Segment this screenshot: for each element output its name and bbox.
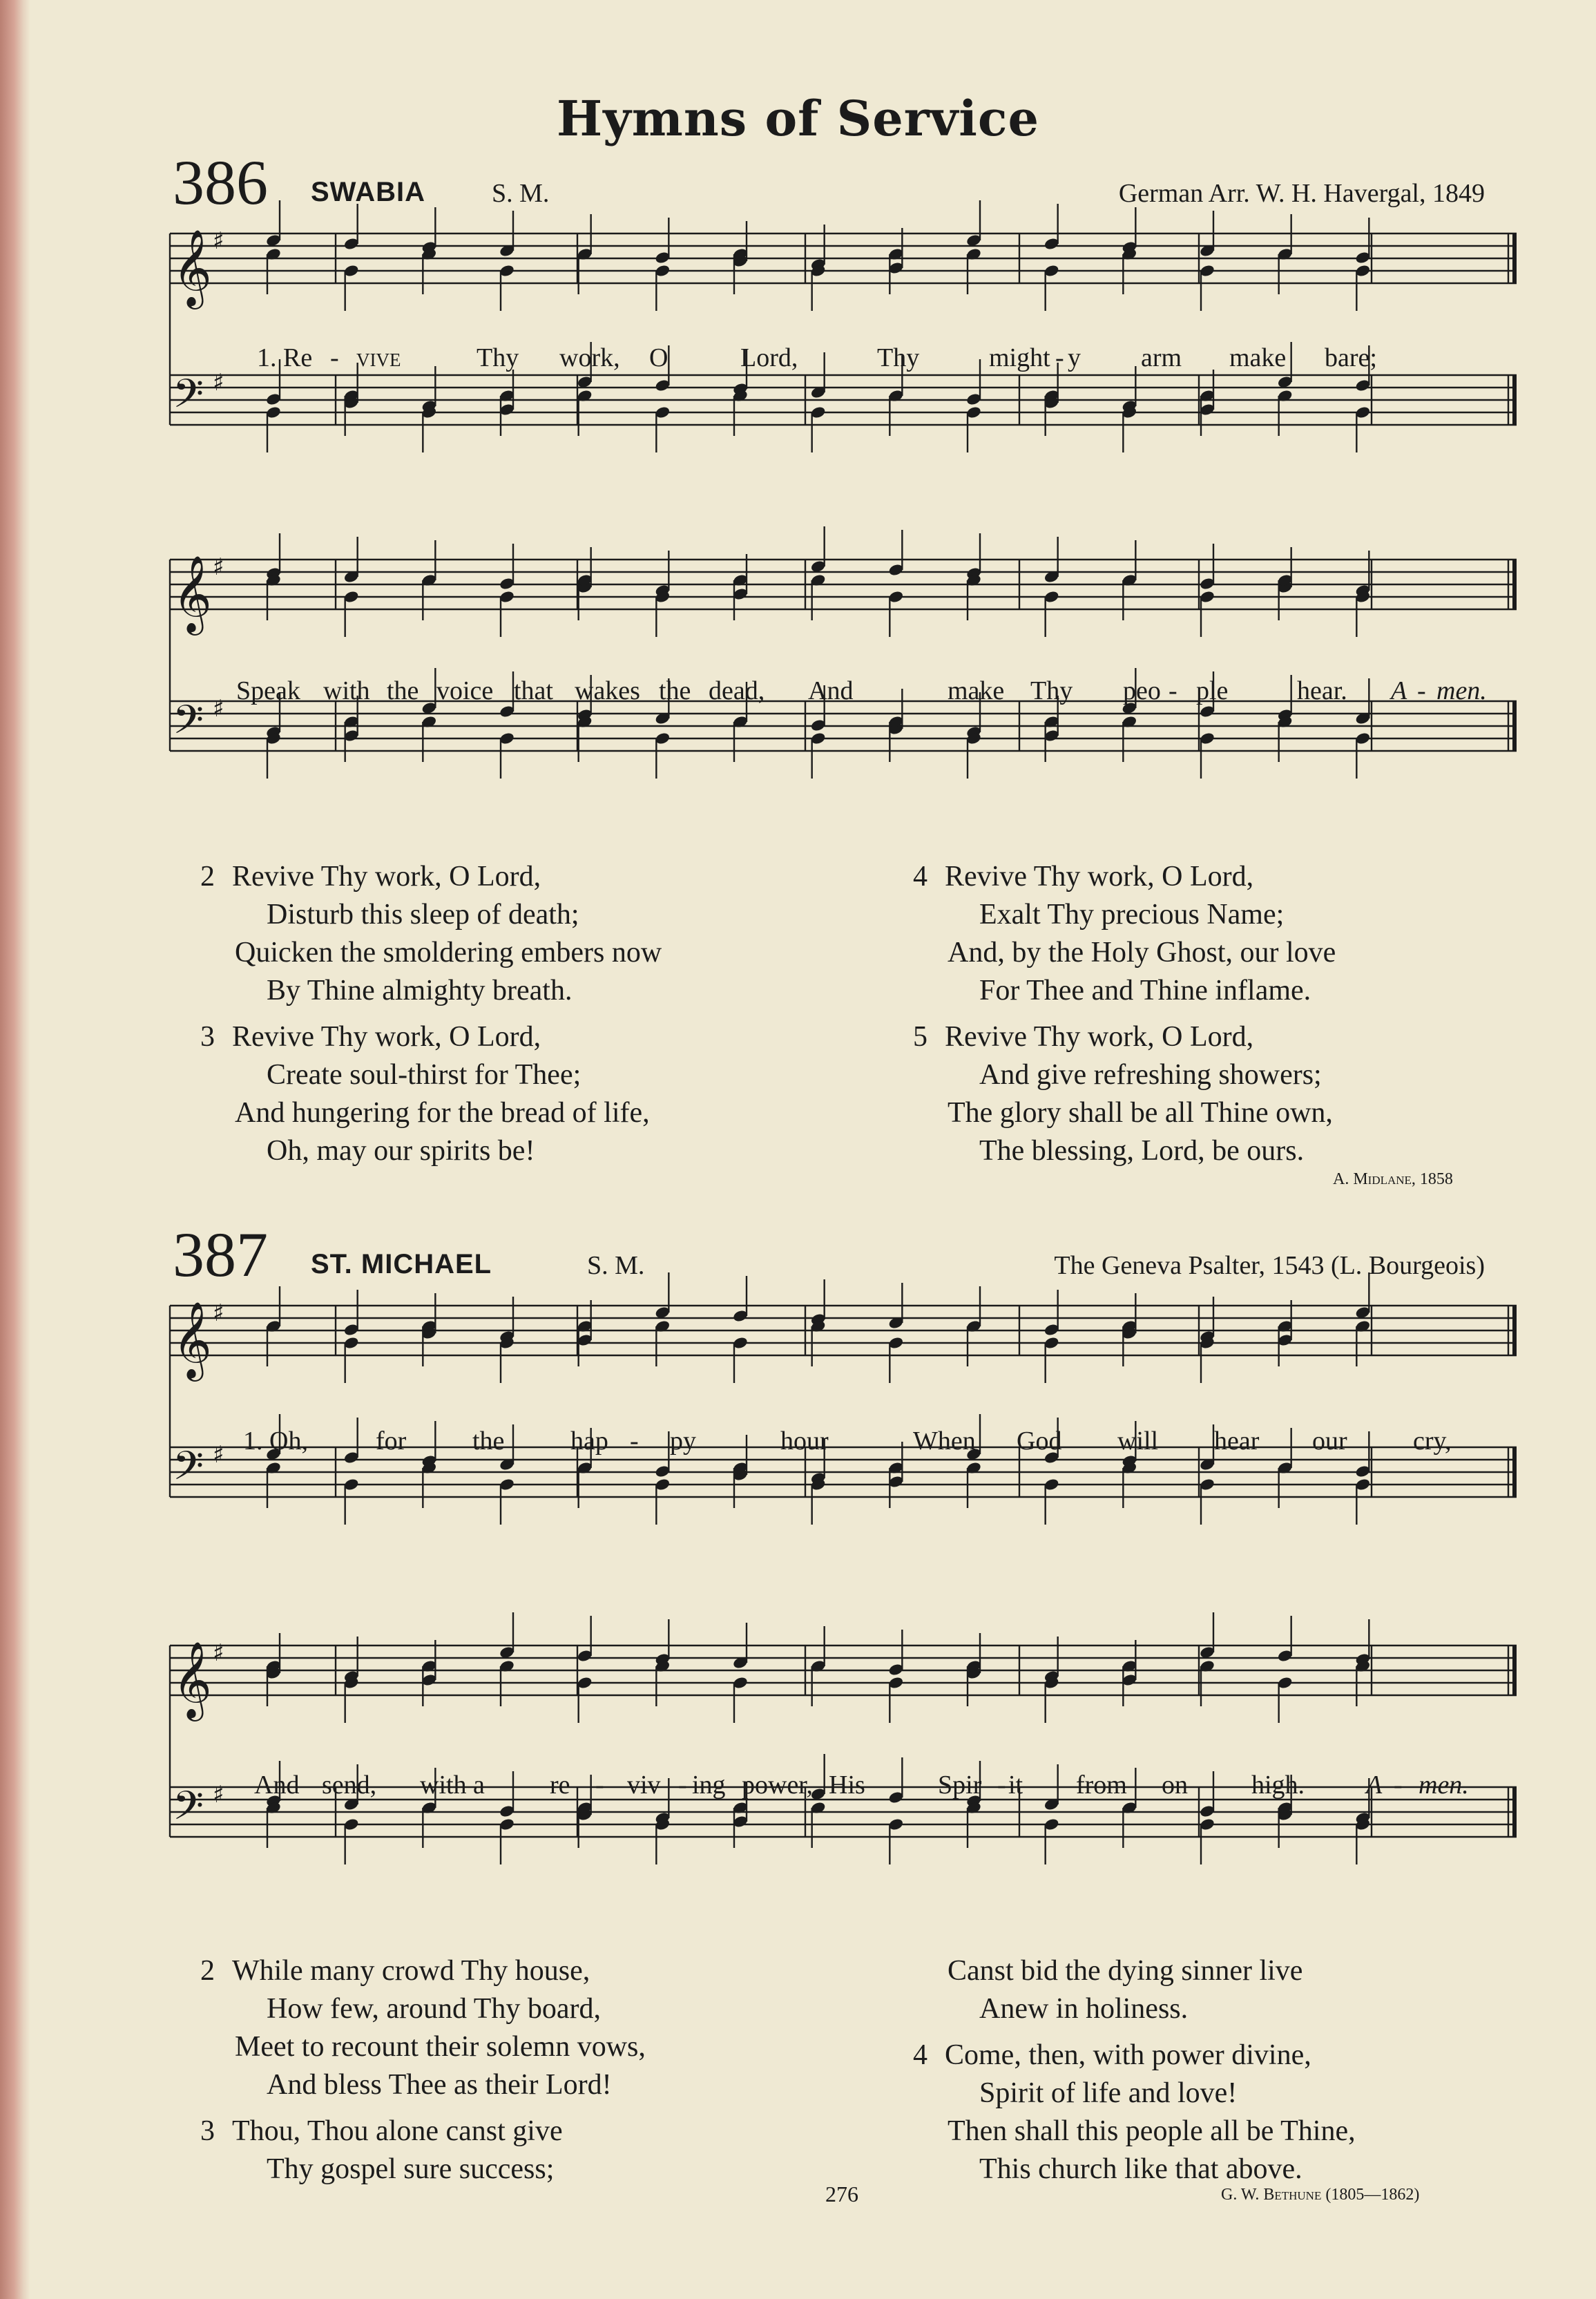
page-edge [0,0,30,2299]
lyric-syllable: Thy [877,343,920,372]
lyric-syllable: might [989,343,1050,372]
lyric-line [170,1770,1517,1804]
author-credit: G. W. Bethune (1805—1862) [1221,2186,1420,2204]
hymn-number: 386 [173,147,268,218]
verse-number: 2 [200,1955,215,1987]
lyric-syllable: Thy [1030,676,1073,705]
lyric-syllable: A [1366,1771,1383,1800]
lyric-syllable: When [913,1427,976,1456]
music-system-386-2 [170,546,1517,850]
verse-text: And, by the Holy Ghost, our love [948,937,1336,969]
lyric-syllable: dead, [709,676,765,705]
lyric-syllable: hour [780,1427,829,1456]
verse-text: Revive Thy work, O Lord, [945,1021,1254,1053]
lyric-syllable: And [808,676,854,705]
lyric-syllable: ing [692,1771,726,1800]
verses-387-right [913,1952,1356,2188]
hymn-386-header [173,147,1485,227]
verse-number: 3 [200,2115,215,2147]
lyric-syllable: will [1117,1427,1159,1456]
lyric-syllable: re [550,1771,570,1800]
lyric-syllable: - [678,1771,687,1800]
lyric-syllable: - [630,1427,639,1456]
page-header: Hymns of Service [556,90,1040,147]
lyric-syllable: it [1008,1771,1023,1800]
lyric-syllable: bare; [1325,343,1377,372]
meter: S. M. [492,179,550,208]
lyric-syllable: work, [559,343,620,372]
verse-text: Come, then, with power divine, [945,2039,1311,2071]
sharp-icon: ♯ [213,1639,224,1667]
lyric-syllable: from [1076,1771,1127,1800]
music-system-387-1 [170,1292,1517,1603]
lyric-syllable: y [1068,343,1081,372]
bass-clef-icon: 𝄢 [173,696,204,753]
lyric-syllable: 1. Oh, [243,1427,308,1456]
lyric-syllable: A [1391,676,1407,705]
lyric-syllable: men. [1436,676,1487,705]
lyric-syllable: men. [1419,1771,1469,1800]
treble-clef-icon: 𝄞 [173,555,212,632]
hymn-387-header [173,1219,1485,1299]
lyric-syllable: Speak [236,676,300,705]
lyric-syllable: our [1312,1427,1347,1456]
lyric-syllable: God [1017,1427,1062,1456]
verse-text: And give refreshing showers; [979,1059,1322,1091]
final-bar [1512,233,1517,283]
verse-number: 2 [200,861,215,893]
lyric-syllable: py [670,1427,696,1456]
verse-text: While many crowd Thy house, [232,1955,590,1987]
lyric-syllable: hear. [1297,676,1347,705]
lyric-syllable: with [323,676,370,705]
verse-text: And bless Thee as their Lord! [267,2069,612,2101]
lyric-syllable: the [659,676,691,705]
verse-text: Spirit of life and love! [979,2077,1238,2109]
lyric-syllable: for [376,1427,407,1456]
lyric-syllable: - [1169,676,1177,705]
verse-number: 4 [913,861,927,893]
verse-text: Revive Thy work, O Lord, [232,861,541,893]
verse-number: 3 [200,1021,215,1053]
lyric-syllable: peo [1123,676,1161,705]
lyric-syllable: - [1394,1771,1403,1800]
lyric-syllable: Lord, [740,343,798,372]
lyric-syllable: cry, [1413,1427,1452,1456]
composer: The Geneva Psalter, 1543 (L. Bourgeois) [1054,1251,1485,1280]
verse-text: Revive Thy work, O Lord, [945,861,1254,893]
verse-text: Oh, may our spirits be! [267,1135,535,1167]
verse-text: The blessing, Lord, be ours. [979,1135,1305,1167]
verse-text: How few, around Thy board, [267,1993,602,2025]
sharp-icon: ♯ [213,1781,224,1809]
verse-text: This church like that above. [979,2153,1302,2185]
lyric-syllable: hear [1214,1427,1260,1456]
verse-text: Then shall this people all be Thine, [948,2115,1356,2147]
sharp-icon: ♯ [213,1441,224,1469]
sharp-icon: ♯ [213,1299,224,1327]
final-bar [1512,560,1517,609]
lyric-syllable: make [948,676,1005,705]
verses-386-right [913,858,1336,1170]
lyric-syllable: viv [627,1771,661,1800]
lyric-syllable: - [330,343,339,372]
treble-clef-icon: 𝄞 [173,1301,212,1378]
lyric-syllable: the [472,1427,505,1456]
final-bar [1512,1645,1517,1695]
lyric-syllable: Thy [477,343,519,372]
lyric-syllable: high. [1251,1771,1305,1800]
verse-number: 4 [913,2039,927,2071]
lyric-syllable: His [829,1771,865,1800]
lyric-syllable: 1. Re [257,343,313,372]
verse-text: For Thee and Thine inflame. [979,975,1311,1007]
lyric-syllable: arm [1141,343,1182,372]
verse-text: Exalt Thy precious Name; [979,899,1285,931]
lyric-syllable: vive [356,343,401,372]
hymn-number: 387 [173,1219,268,1290]
lyric-syllable: voice [436,676,494,705]
verse-text: Anew in holiness. [979,1993,1189,2025]
lyric-syllable: make [1229,343,1287,372]
verse-text: Canst bid the dying sinner live [948,1955,1303,1987]
lyric-syllable: that [514,676,553,705]
verse-text: And hungering for the bread of life, [235,1097,650,1129]
composer: German Arr. W. H. Havergal, 1849 [1118,179,1485,208]
bass-clef-icon: 𝄢 [173,1442,204,1499]
music-system-387-2 [170,1632,1517,1936]
verse-text: By Thine almighty breath. [267,975,573,1007]
lyric-syllable: Spir [938,1771,982,1800]
page-number: 276 [825,2182,858,2206]
lyric-syllable: on [1162,1771,1188,1800]
lyric-syllable: - [595,1771,604,1800]
final-bar [1512,1306,1517,1355]
author-credit: A. Midlane, 1858 [1333,1170,1453,1188]
meter: S. M. [587,1251,645,1280]
lyric-syllable: - [997,1771,1006,1800]
bass-clef-icon: 𝄢 [173,1782,204,1839]
verses-387-left [200,1952,646,2188]
treble-clef-icon: 𝄞 [173,229,212,306]
verse-text: Quicken the smoldering embers now [235,937,662,969]
lyric-syllable: wakes [575,676,640,705]
lyric-syllable: with a [420,1771,485,1800]
sharp-icon: ♯ [213,695,224,723]
verse-text: Thy gospel sure success; [267,2153,555,2185]
music-system-386-1 [170,220,1517,524]
verse-number: 5 [913,1021,927,1053]
tune-name: ST. MICHAEL [311,1249,492,1279]
lyric-syllable: hap [570,1427,608,1456]
verse-text: Thou, Thou alone canst give [232,2115,563,2147]
verse-text: Create soul-thirst for Thee; [267,1059,581,1091]
final-bar [1512,375,1517,425]
lyric-line [170,676,1517,710]
tune-name: SWABIA [311,177,425,207]
lyric-syllable: ple [1196,676,1229,705]
verse-text: Meet to recount their solemn vows, [235,2031,646,2063]
lyric-line [170,343,1517,377]
lyric-syllable: the [387,676,419,705]
verse-text: Disturb this sleep of death; [267,899,579,931]
lyric-syllable: And [254,1771,300,1800]
verse-text: The glory shall be all Thine own, [948,1097,1333,1129]
sharp-icon: ♯ [213,227,224,255]
lyric-syllable: send, [322,1771,377,1800]
sharp-icon: ♯ [213,369,224,397]
lyric-syllable: - [1417,676,1426,705]
treble-clef-icon: 𝄞 [173,1641,212,1718]
sharp-icon: ♯ [213,553,224,581]
lyric-syllable: - [1055,343,1064,372]
lyric-syllable: power, [742,1771,813,1800]
verses-386-left [200,858,662,1170]
verse-text: Revive Thy work, O Lord, [232,1021,541,1053]
lyric-line [170,1426,1517,1460]
lyric-syllable: O [649,343,669,372]
bass-clef-icon: 𝄢 [173,370,204,427]
